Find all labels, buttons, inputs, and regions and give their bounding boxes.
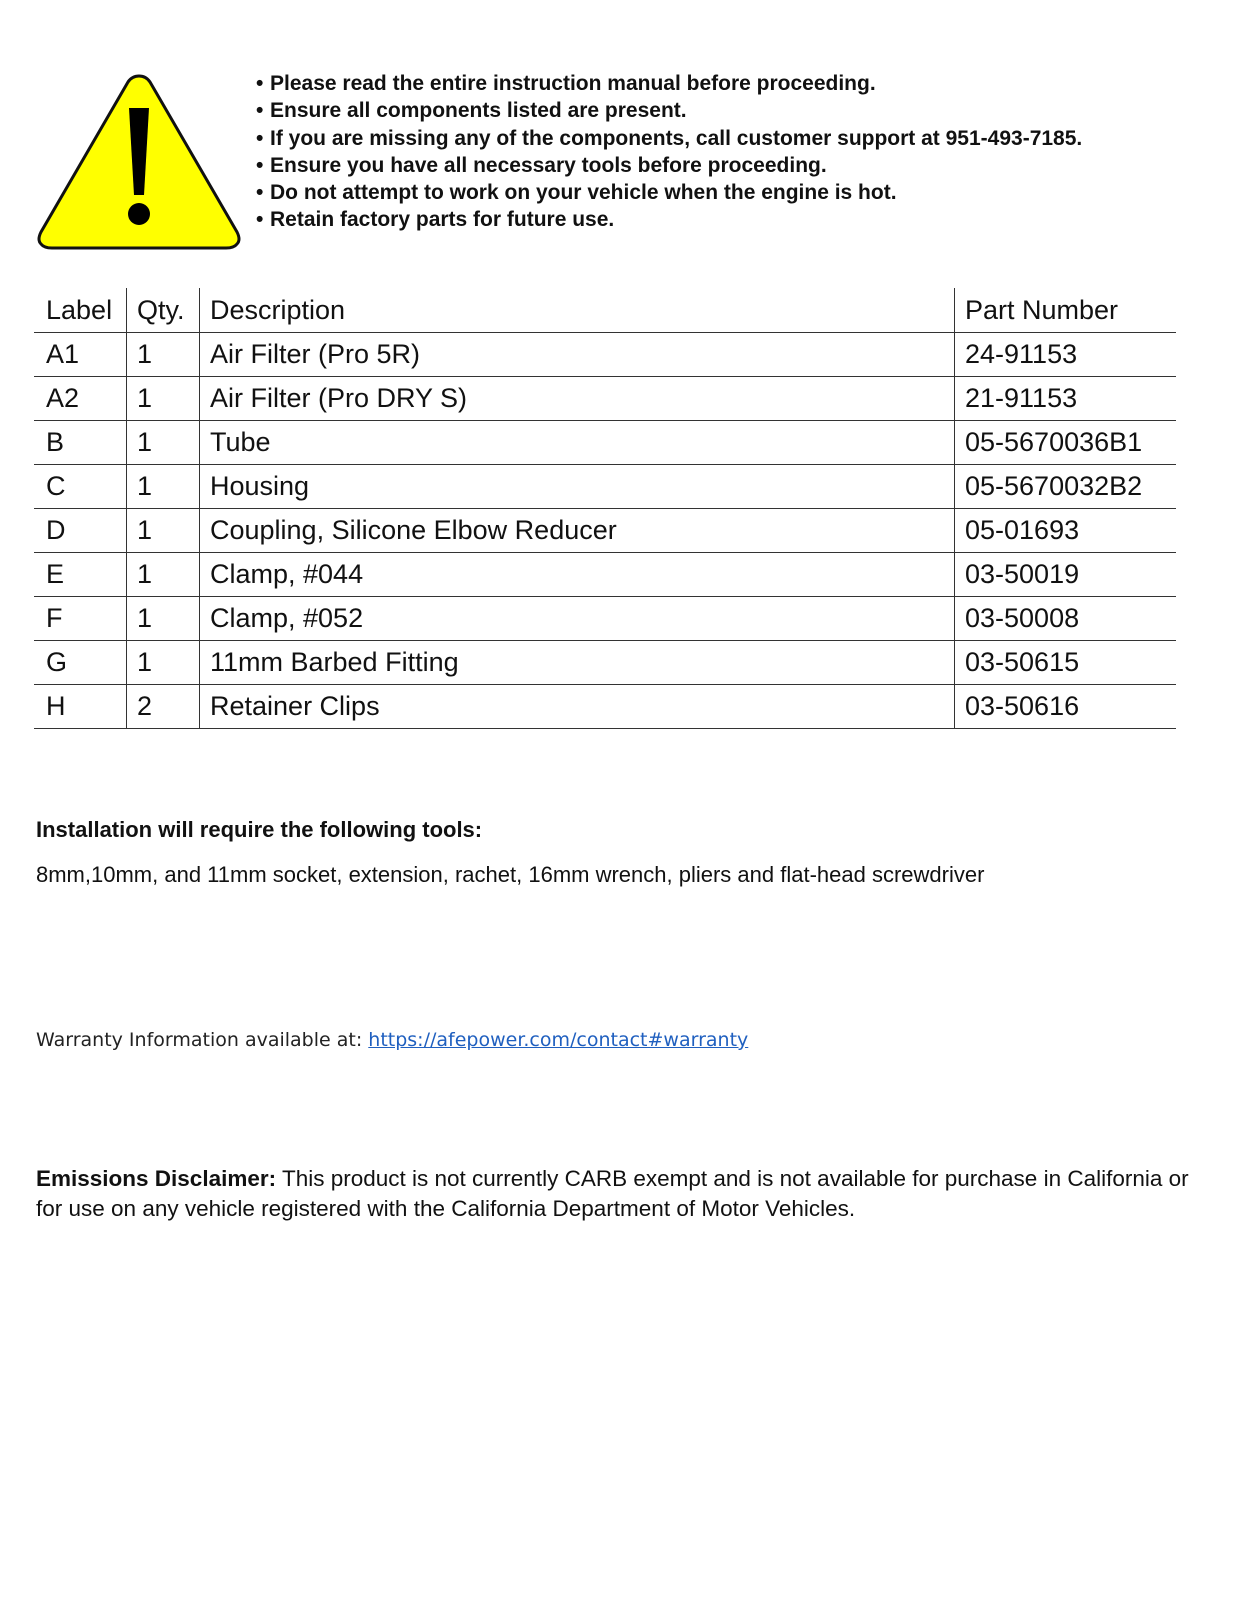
disclaimer-label: Emissions Disclaimer:	[36, 1166, 277, 1191]
column-header-description: Description	[200, 288, 955, 333]
bullet: •	[256, 72, 264, 95]
warning-item-text: Do not attempt to work on your vehicle when the engine is hot.	[270, 181, 897, 205]
cell-label: A1	[34, 333, 127, 377]
warning-item	[256, 70, 1082, 97]
cell-description: 11mm Barbed Fitting	[200, 641, 955, 685]
table-row	[34, 465, 1176, 509]
table-row	[34, 333, 1176, 377]
warranty-text: Warranty Information available at:	[36, 1029, 369, 1051]
warning-item	[256, 152, 1082, 179]
cell-label: H	[34, 685, 127, 729]
cell-label: E	[34, 553, 127, 597]
cell-label: G	[34, 641, 127, 685]
cell-description: Tube	[200, 421, 955, 465]
cell-description: Housing	[200, 465, 955, 509]
cell-label: A2	[34, 377, 127, 421]
cell-part-number: 24-91153	[955, 333, 1177, 377]
table-row	[34, 597, 1176, 641]
cell-qty: 1	[127, 465, 200, 509]
cell-qty: 1	[127, 377, 200, 421]
cell-part-number: 05-5670036B1	[955, 421, 1177, 465]
table-row	[34, 685, 1176, 729]
cell-part-number: 03-50616	[955, 685, 1177, 729]
cell-qty: 1	[127, 421, 200, 465]
bullet: •	[256, 99, 264, 123]
warning-list	[256, 70, 1082, 234]
cell-part-number: 21-91153	[955, 377, 1177, 421]
warning-item-text: Ensure all components listed are present.	[270, 99, 687, 123]
cell-label: F	[34, 597, 127, 641]
warning-item-text: Please read the entire instruction manual before proceeding.	[270, 72, 876, 95]
cell-description: Air Filter (Pro DRY S)	[200, 377, 955, 421]
cell-qty: 1	[127, 597, 200, 641]
disclaimer-text: This product is not currently CARB exempt and is not available for purchase in California or for use on any vehicle registered with the California Department of Motor Vehicles.	[36, 1166, 1189, 1221]
cell-qty: 1	[127, 333, 200, 377]
cell-description: Coupling, Silicone Elbow Reducer	[200, 509, 955, 553]
warning-item	[256, 125, 1082, 152]
cell-description: Clamp, #052	[200, 597, 955, 641]
column-header-part-number: Part Number	[955, 288, 1177, 333]
parts-table	[34, 288, 1176, 729]
table-row	[34, 377, 1176, 421]
cell-description: Retainer Clips	[200, 685, 955, 729]
emissions-disclaimer	[36, 1164, 1206, 1224]
table-row	[34, 553, 1176, 597]
cell-part-number: 03-50615	[955, 641, 1177, 685]
cell-part-number: 05-5670032B2	[955, 465, 1177, 509]
tools-list: 8mm,10mm, and 11mm socket, extension, rachet, 16mm wrench, pliers and flat-head screwdriver	[36, 862, 985, 887]
cell-description: Air Filter (Pro 5R)	[200, 333, 955, 377]
cell-qty: 2	[127, 685, 200, 729]
bullet: •	[256, 181, 264, 205]
cell-qty: 1	[127, 509, 200, 553]
cell-part-number: 05-01693	[955, 509, 1177, 553]
cell-qty: 1	[127, 641, 200, 685]
warning-item	[256, 97, 1082, 124]
bullet: •	[256, 208, 264, 232]
warning-triangle-icon	[36, 72, 242, 252]
warning-item-text: Retain factory parts for future use.	[270, 208, 615, 232]
cell-part-number: 03-50008	[955, 597, 1177, 641]
table-row	[34, 641, 1176, 685]
bullet: •	[256, 126, 264, 150]
column-header-qty: Qty.	[127, 288, 200, 333]
warning-item-text: Ensure you have all necessary tools before proceeding.	[270, 153, 827, 177]
cell-description: Clamp, #044	[200, 553, 955, 597]
table-row	[34, 421, 1176, 465]
cell-label: D	[34, 509, 127, 553]
warranty-link[interactable]: https://afepower.com/contact#warranty	[368, 1029, 749, 1051]
warranty-info	[36, 1029, 748, 1051]
bullet: •	[256, 153, 264, 177]
column-header-label: Label	[34, 288, 127, 333]
cell-label: B	[34, 421, 127, 465]
cell-part-number: 03-50019	[955, 553, 1177, 597]
warning-item	[256, 179, 1082, 206]
tools-heading: Installation will require the following tools:	[36, 817, 483, 842]
cell-label: C	[34, 465, 127, 509]
table-row	[34, 509, 1176, 553]
cell-qty: 1	[127, 553, 200, 597]
warning-item-text: If you are missing any of the components, call customer support at 951-493-7185.	[270, 126, 1083, 150]
warning-item	[256, 206, 1082, 233]
table-header-row	[34, 288, 1176, 333]
